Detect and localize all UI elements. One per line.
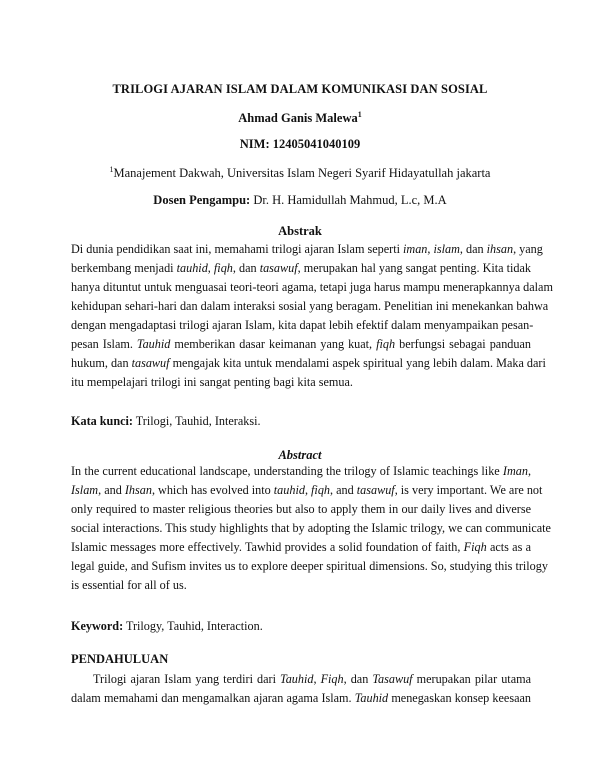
text-line: In the current educational landscape, understanding the trilogy of Islamic teachings like Iman, <box>71 464 531 478</box>
italic-term: Iman <box>502 464 528 478</box>
keyword-values: Trilogy, Tauhid, Interaction. <box>123 619 263 633</box>
italic-term: ihsan <box>486 242 514 256</box>
keyword-line <box>71 619 263 634</box>
abstrak-body <box>71 240 553 392</box>
italic-term: Fiqh <box>463 540 487 554</box>
section-heading-pendahuluan: PENDAHULUAN <box>71 652 169 666</box>
affiliation-superscript: 1 <box>109 165 114 174</box>
kata-kunci-values: Trilogi, Tauhid, Interaksi. <box>132 414 261 428</box>
affiliation-line <box>0 165 600 181</box>
kata-kunci-label: Kata kunci: <box>71 414 133 428</box>
supervisor-name: Dr. H. Hamidullah Mahmud, L.c, M.A <box>250 193 447 207</box>
text-line: itu mempelajari trilogi ini sangat penting bagi kita semua. <box>71 375 353 389</box>
italic-term: tauhid <box>273 483 305 497</box>
text-line: dengan mengadaptasi trilogi ajaran Islam, kita dapat lebih efektif dalam menyampaikan pesan- <box>71 318 534 332</box>
text-line: social interactions. This study highlights that by adopting the Islamic trilogy, we can communicate <box>71 521 551 535</box>
text-line: Islam, and Ihsan, which has evolved into tauhid, fiqh, and tasawuf, is very important. We are not <box>71 483 543 497</box>
italic-term: Fiqh <box>320 672 344 686</box>
supervisor-line <box>0 193 600 208</box>
italic-term: tasawuf <box>356 483 395 497</box>
keyword-label: Keyword: <box>71 619 124 633</box>
italic-term: iman <box>403 242 428 256</box>
italic-term: islam <box>433 242 460 256</box>
text-line: dalam memahami dan mengamalkan ajaran agama Islam. Tauhid menegaskan konsep keesaan <box>71 691 531 705</box>
italic-term: tasawuf <box>131 356 170 370</box>
author-name: Ahmad Ganis Malewa <box>238 111 358 125</box>
italic-term: tasawuf <box>259 261 298 275</box>
paper-title: TRILOGI AJARAN ISLAM DALAM KOMUNIKASI DAN SOSIAL <box>112 82 488 96</box>
italic-term: Ihsan <box>124 483 152 497</box>
text-line: legal guide, and Sufism invites us to explore deeper spiritual dimensions. So, studying this trilogy <box>71 559 548 573</box>
abstract-body <box>71 462 551 595</box>
italic-term: fiqh <box>213 261 233 275</box>
student-id: NIM: 12405041040109 <box>239 137 361 151</box>
supervisor-label: Dosen Pengampu: <box>153 193 251 207</box>
text-line: kehidupan sehari-hari dan dalam interaksi sosial yang beragam. Penelitian ini menekankan bahwa <box>71 299 549 313</box>
italic-term: Tauhid <box>136 337 171 351</box>
affiliation: Manajement Dakwah, Universitas Islam Negeri Syarif Hidayatullah jakarta <box>113 166 491 180</box>
italic-term: fiqh <box>376 337 396 351</box>
text-line: hanya dituntut untuk menguasai teori-teori agama, tetapi juga harus mampu menerapkannya dalam <box>71 280 553 294</box>
text-line: is essential for all of us. <box>71 578 187 592</box>
text-line: pesan Islam. Tauhid memberikan dasar keimanan yang kuat, fiqh berfungsi sebagai panduan <box>71 337 531 351</box>
italic-term: fiqh <box>311 483 331 497</box>
intro-body <box>71 670 531 708</box>
italic-term: Tasawuf <box>372 672 413 686</box>
italic-term: tauhid <box>176 261 208 275</box>
text-line: only required to master religious theories but also to apply them in our daily lives and diverse <box>71 502 531 516</box>
text-line: Trilogi ajaran Islam yang terdiri dari Tauhid, Fiqh, dan Tasawuf merupakan pilar utama <box>93 672 531 686</box>
italic-term: Tauhid <box>354 691 389 705</box>
abstract-heading: Abstract <box>278 448 322 462</box>
text-line: Islamic messages more effectively. Tawhid provides a solid foundation of faith, Fiqh acts as a <box>71 540 531 554</box>
author-line <box>0 110 600 126</box>
author-superscript: 1 <box>357 110 362 119</box>
kata-kunci-line <box>71 414 261 429</box>
italic-term: Tauhid <box>280 672 314 686</box>
abstrak-heading: Abstrak <box>278 224 322 238</box>
text-line: Di dunia pendidikan saat ini, memahami trilogi ajaran Islam seperti iman, islam, dan ihsan, yang <box>71 242 543 256</box>
text-line: berkembang menjadi tauhid, fiqh, dan tasawuf, merupakan hal yang sangat penting. Kita tidak <box>71 261 531 275</box>
italic-term: Islam <box>71 483 99 497</box>
text-line: hukum, dan tasawuf mengajak kita untuk mendalami aspek spiritual yang lebih dalam. Maka dari <box>71 356 546 370</box>
